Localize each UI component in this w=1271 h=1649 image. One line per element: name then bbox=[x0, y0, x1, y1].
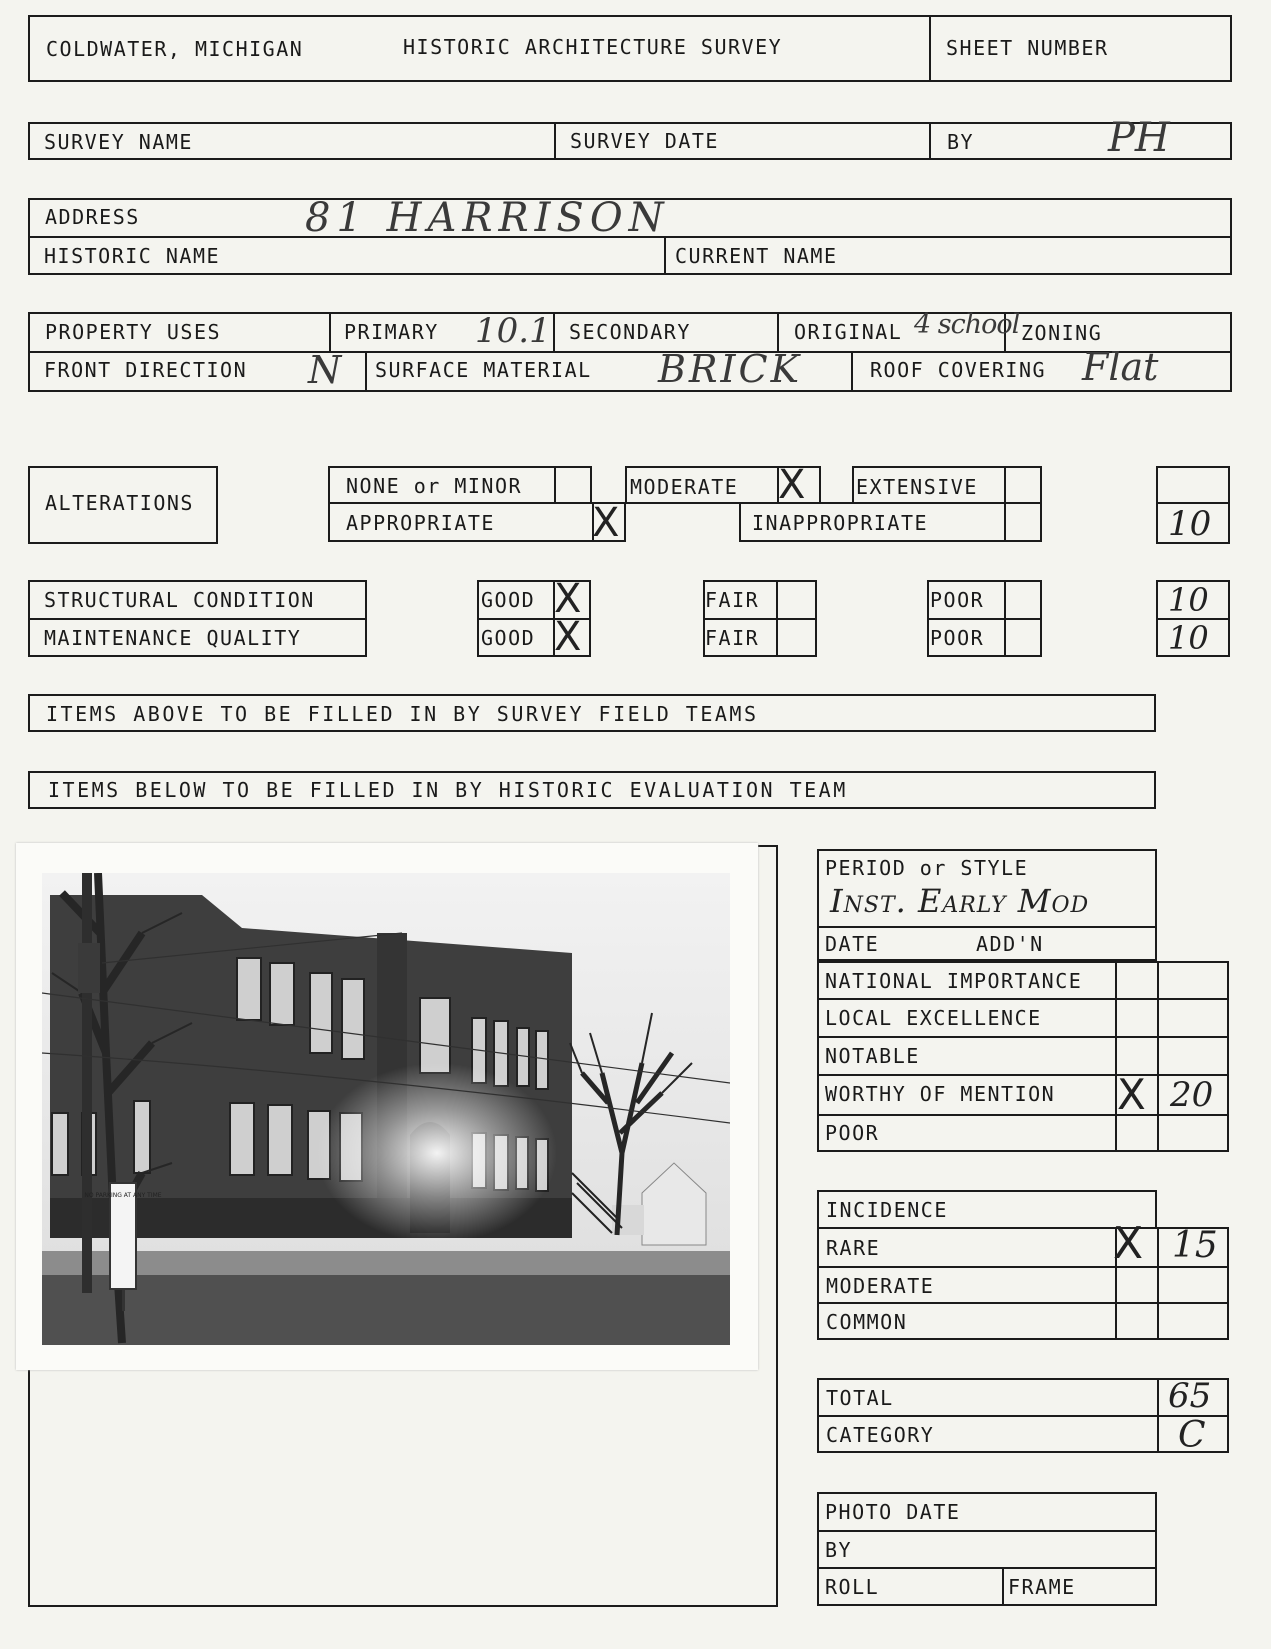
building-photo bbox=[16, 843, 758, 1370]
survey-name-label: SURVEY NAME bbox=[44, 130, 193, 154]
primary-label: PRIMARY bbox=[344, 320, 439, 344]
structural-good-checkmark: X bbox=[554, 576, 582, 622]
total-label: TOTAL bbox=[826, 1386, 894, 1410]
appropriate-checkmark: X bbox=[592, 500, 620, 546]
moderate-label: MODERATE bbox=[630, 475, 739, 499]
front-direction-label: FRONT DIRECTION bbox=[44, 358, 248, 382]
maintenance-quality-label: MAINTENANCE QUALITY bbox=[44, 626, 302, 650]
address-label: ADDRESS bbox=[45, 205, 140, 229]
category-label: CATEGORY bbox=[826, 1423, 935, 1447]
structural-score: 10 bbox=[1168, 581, 1209, 619]
maintenance-score: 10 bbox=[1168, 619, 1209, 657]
common-label: COMMON bbox=[826, 1310, 908, 1334]
extensive-label: EXTENSIVE bbox=[856, 475, 978, 499]
sheet-number-label: SHEET NUMBER bbox=[946, 36, 1109, 60]
survey-date-label: SURVEY DATE bbox=[570, 129, 719, 153]
maintenance-good-checkmark: X bbox=[554, 614, 582, 660]
addn-label: ADD'N bbox=[976, 932, 1044, 956]
appropriate-label: APPROPRIATE bbox=[346, 511, 495, 535]
worthy-checkmark: X bbox=[1117, 1070, 1146, 1119]
evaluation-team-note: ITEMS BELOW TO BE FILLED IN BY HISTORIC EVALUATION TEAM bbox=[48, 778, 848, 802]
field-teams-note: ITEMS ABOVE TO BE FILLED IN BY SURVEY FIELD TEAMS bbox=[46, 702, 759, 726]
address-value: 81 HARRISON bbox=[305, 195, 670, 241]
fair-maintenance-label: FAIR bbox=[705, 626, 760, 650]
current-name-label: CURRENT NAME bbox=[675, 244, 838, 268]
rare-checkmark: X bbox=[1113, 1218, 1144, 1269]
surface-material-value: BRICK bbox=[658, 347, 803, 391]
by-label: BY bbox=[947, 130, 975, 154]
poor-maintenance-label: POOR bbox=[930, 626, 985, 650]
inappropriate-label: INAPPROPRIATE bbox=[752, 511, 929, 535]
total-value: 65 bbox=[1168, 1376, 1212, 1416]
historic-name-label: HISTORIC NAME bbox=[44, 244, 221, 268]
notable-label: NOTABLE bbox=[825, 1044, 920, 1068]
by-value: PH bbox=[1108, 115, 1170, 161]
rare-score: 15 bbox=[1172, 1225, 1218, 1266]
period-style-value: Inst. Early Mod bbox=[830, 882, 1090, 920]
fair-structural-label: FAIR bbox=[705, 588, 760, 612]
roll-label: ROLL bbox=[825, 1575, 880, 1599]
good-maintenance-label: GOOD bbox=[481, 626, 536, 650]
category-value: C bbox=[1178, 1415, 1206, 1456]
original-value: 4 school bbox=[914, 309, 1020, 340]
rare-label: RARE bbox=[826, 1236, 881, 1260]
photo-by-label: BY bbox=[825, 1538, 853, 1562]
survey-title: HISTORIC ARCHITECTURE SURVEY bbox=[403, 35, 783, 59]
roof-covering-label: ROOF COVERING bbox=[870, 358, 1047, 382]
city-label: COLDWATER, MICHIGAN bbox=[46, 37, 304, 61]
alterations-label: ALTERATIONS bbox=[45, 491, 194, 515]
local-excellence-label: LOCAL EXCELLENCE bbox=[825, 1006, 1042, 1030]
poor-structural-label: POOR bbox=[930, 588, 985, 612]
worthy-of-mention-label: WORTHY OF MENTION bbox=[825, 1082, 1056, 1106]
zoning-label: ZONING bbox=[1021, 321, 1103, 345]
poor-label: POOR bbox=[825, 1121, 880, 1145]
primary-value: 10.1 bbox=[475, 311, 551, 351]
worthy-score: 20 bbox=[1170, 1075, 1214, 1115]
property-uses-label: PROPERTY USES bbox=[45, 320, 222, 344]
secondary-label: SECONDARY bbox=[569, 320, 691, 344]
sign-line-1: NO PARKING AT ANY TIME bbox=[84, 1192, 162, 1199]
alterations-score: 10 bbox=[1168, 504, 1212, 544]
original-label: ORIGINAL bbox=[794, 320, 903, 344]
moderate-checkmark: X bbox=[778, 462, 806, 508]
surface-material-label: SURFACE MATERIAL bbox=[375, 358, 592, 382]
photo-date-label: PHOTO DATE bbox=[825, 1500, 961, 1524]
national-importance-label: NATIONAL IMPORTANCE bbox=[825, 969, 1083, 993]
roof-covering-value: Flat bbox=[1082, 345, 1159, 389]
good-structural-label: GOOD bbox=[481, 588, 536, 612]
date-label: DATE bbox=[825, 932, 880, 956]
building-photo-image bbox=[42, 873, 730, 1345]
moderate-incidence-label: MODERATE bbox=[826, 1274, 935, 1298]
frame-label: FRAME bbox=[1008, 1575, 1076, 1599]
none-minor-label: NONE or MINOR bbox=[346, 474, 523, 498]
period-style-label: PERIOD or STYLE bbox=[825, 856, 1029, 880]
front-direction-value: N bbox=[308, 348, 342, 392]
structural-condition-label: STRUCTURAL CONDITION bbox=[44, 588, 315, 612]
incidence-label: INCIDENCE bbox=[826, 1198, 948, 1222]
